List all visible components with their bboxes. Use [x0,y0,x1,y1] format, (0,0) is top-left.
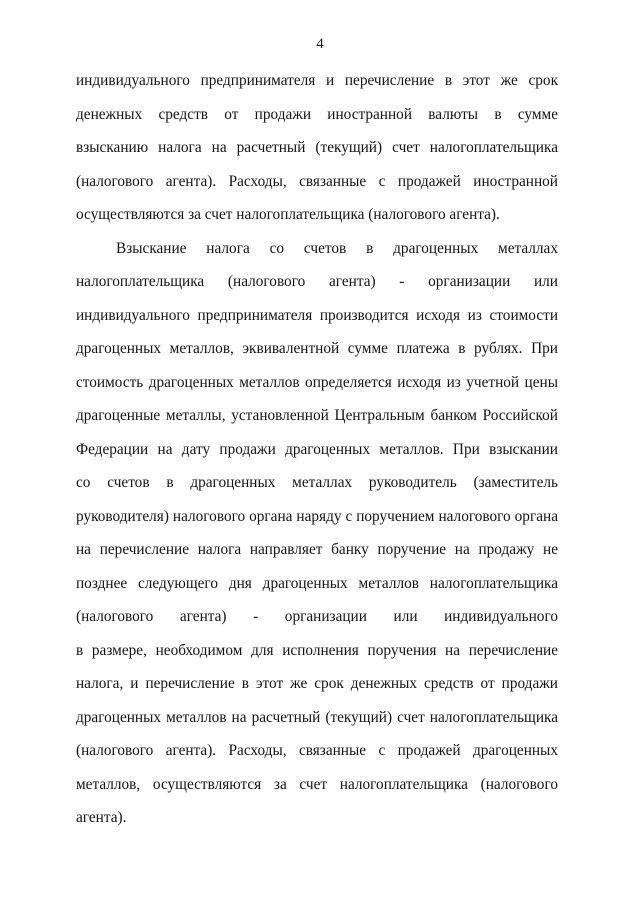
page-number: 4 [316,36,324,52]
paragraph-1 [76,64,558,232]
text-line: взысканию налога на расчетный (текущий) счет налогоплательщика [76,139,558,156]
document-body [76,64,558,835]
text-line: стоимость драгоценных металлов определяется исходя из учетной цены [76,373,558,391]
text-line: Федерации на дату продажи драгоценных металлов. При взыскании [76,440,558,458]
text-line: драгоценные металлы, установленной Центральным банком Российской [76,407,558,424]
paragraph-2 [76,232,558,835]
text-line: индивидуального предпринимателя производится исходя из стоимости [76,306,558,324]
text-line: металлов, осуществляются за счет налогоплательщика (налогового [76,775,558,793]
text-line: на перечисление налога направляет банку поручение на продажу не [76,541,558,558]
text-line: агента). [76,809,127,826]
text-line: со счетов в драгоценных металлах руководитель (заместитель [76,474,558,491]
text-line: (налогового агента). Расходы, связанные с продажей драгоценных [76,742,558,759]
text-line: драгоценных металлов, эквивалентной сумме платежа в рублях. При [76,340,558,357]
text-line: налогоплательщика (налогового агента) - организации или [76,273,558,290]
text-line: в размере, необходимом для исполнения поручения на перечисление [76,641,558,659]
text-line: позднее следующего дня драгоценных металлов налогоплательщика [76,574,558,592]
text-line: индивидуального предпринимателя и перечисление в этот же срок [76,72,558,89]
text-line: Взыскание налога со счетов в драгоценных металлах [116,239,558,257]
text-line: осуществляются за счет налогоплательщика (налогового агента). [76,206,500,223]
text-line: денежных средств от продажи иностранной валюты в сумме [76,105,558,123]
text-line: драгоценных металлов на расчетный (текущий) счет налогоплательщика [76,708,558,726]
text-line: (налогового агента). Расходы, связанные с продажей иностранной [76,172,558,190]
text-line: руководителя) налогового органа наряду с поручением налогового органа [76,507,558,525]
text-line: налога, и перечисление в этот же срок денежных средств от продажи [76,675,558,692]
text-line: (налогового агента) - организации или индивидуального [76,608,558,625]
